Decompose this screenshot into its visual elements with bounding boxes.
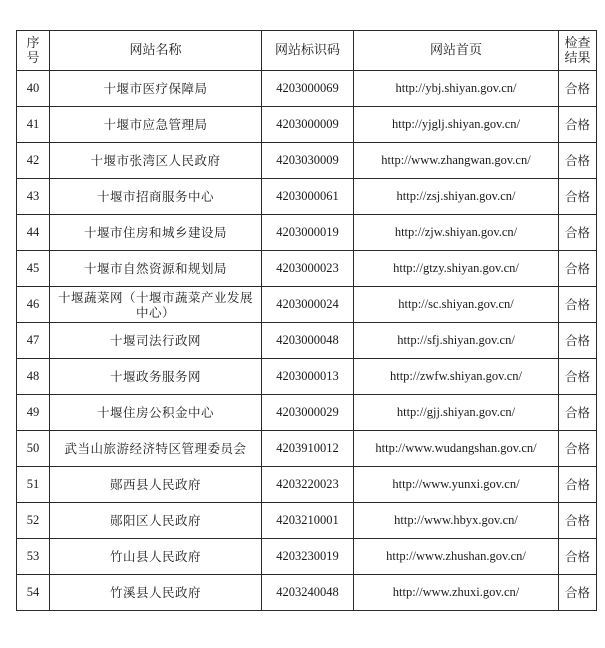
table-row bbox=[17, 251, 597, 287]
row-number: 50 bbox=[17, 431, 50, 467]
table-row bbox=[17, 575, 597, 611]
website-code: 4203030009 bbox=[262, 143, 354, 179]
table-row bbox=[17, 323, 597, 359]
table-row bbox=[17, 395, 597, 431]
website-code: 4203220023 bbox=[262, 467, 354, 503]
website-code: 4203000048 bbox=[262, 323, 354, 359]
header-code: 网站标识码 bbox=[262, 31, 354, 71]
website-url: http://sc.shiyan.gov.cn/ bbox=[354, 287, 559, 323]
header-seq bbox=[17, 31, 50, 71]
website-code: 4203240048 bbox=[262, 575, 354, 611]
website-url: http://sfj.shiyan.gov.cn/ bbox=[354, 323, 559, 359]
header-name: 网站名称 bbox=[50, 31, 262, 71]
website-url: http://www.hbyx.gov.cn/ bbox=[354, 503, 559, 539]
inspection-result: 合格 bbox=[559, 359, 597, 395]
inspection-result: 合格 bbox=[559, 179, 597, 215]
website-url: http://www.zhushan.gov.cn/ bbox=[354, 539, 559, 575]
inspection-result: 合格 bbox=[559, 143, 597, 179]
table-row bbox=[17, 71, 597, 107]
inspection-result: 合格 bbox=[559, 215, 597, 251]
row-number: 54 bbox=[17, 575, 50, 611]
row-number: 44 bbox=[17, 215, 50, 251]
inspection-result: 合格 bbox=[559, 467, 597, 503]
table-row bbox=[17, 359, 597, 395]
header-url: 网站首页 bbox=[354, 31, 559, 71]
table-row bbox=[17, 431, 597, 467]
website-code: 4203000024 bbox=[262, 287, 354, 323]
row-number: 40 bbox=[17, 71, 50, 107]
row-number: 41 bbox=[17, 107, 50, 143]
website-url: http://gtzy.shiyan.gov.cn/ bbox=[354, 251, 559, 287]
website-name: 十堰住房公积金中心 bbox=[50, 395, 262, 431]
inspection-result: 合格 bbox=[559, 503, 597, 539]
website-name: 十堰市招商服务中心 bbox=[50, 179, 262, 215]
website-url: http://zsj.shiyan.gov.cn/ bbox=[354, 179, 559, 215]
website-code: 4203000013 bbox=[262, 359, 354, 395]
inspection-result: 合格 bbox=[559, 251, 597, 287]
website-code: 4203230019 bbox=[262, 539, 354, 575]
website-url: http://gjj.shiyan.gov.cn/ bbox=[354, 395, 559, 431]
row-number: 47 bbox=[17, 323, 50, 359]
website-inspection-table bbox=[16, 30, 597, 611]
website-code: 4203000069 bbox=[262, 71, 354, 107]
header-result-top: 检查 bbox=[564, 35, 591, 51]
website-name: 竹山县人民政府 bbox=[50, 539, 262, 575]
website-name: 竹溪县人民政府 bbox=[50, 575, 262, 611]
header-seq-bottom: 号 bbox=[26, 50, 40, 66]
table-row bbox=[17, 179, 597, 215]
row-number: 45 bbox=[17, 251, 50, 287]
header-result-bottom: 结果 bbox=[564, 50, 591, 66]
table-row bbox=[17, 215, 597, 251]
website-code: 4203910012 bbox=[262, 431, 354, 467]
inspection-result: 合格 bbox=[559, 539, 597, 575]
website-name: 郧西县人民政府 bbox=[50, 467, 262, 503]
header-seq-top: 序 bbox=[26, 35, 40, 51]
website-name: 十堰市住房和城乡建设局 bbox=[50, 215, 262, 251]
website-url: http://zwfw.shiyan.gov.cn/ bbox=[354, 359, 559, 395]
website-name: 十堰政务服务网 bbox=[50, 359, 262, 395]
website-code: 4203000019 bbox=[262, 215, 354, 251]
table-row bbox=[17, 503, 597, 539]
row-number: 53 bbox=[17, 539, 50, 575]
website-name: 十堰市自然资源和规划局 bbox=[50, 251, 262, 287]
website-name: 十堰市医疗保障局 bbox=[50, 71, 262, 107]
row-number: 42 bbox=[17, 143, 50, 179]
row-number: 51 bbox=[17, 467, 50, 503]
inspection-result: 合格 bbox=[559, 71, 597, 107]
inspection-result: 合格 bbox=[559, 323, 597, 359]
website-code: 4203000061 bbox=[262, 179, 354, 215]
row-number: 52 bbox=[17, 503, 50, 539]
row-number: 46 bbox=[17, 287, 50, 323]
table-row bbox=[17, 539, 597, 575]
website-code: 4203210001 bbox=[262, 503, 354, 539]
inspection-result: 合格 bbox=[559, 575, 597, 611]
website-code: 4203000009 bbox=[262, 107, 354, 143]
inspection-result: 合格 bbox=[559, 287, 597, 323]
row-number: 48 bbox=[17, 359, 50, 395]
website-url: http://www.wudangshan.gov.cn/ bbox=[354, 431, 559, 467]
website-name: 十堰市张湾区人民政府 bbox=[50, 143, 262, 179]
website-url: http://www.yunxi.gov.cn/ bbox=[354, 467, 559, 503]
header-row bbox=[17, 31, 597, 71]
website-url: http://www.zhangwan.gov.cn/ bbox=[354, 143, 559, 179]
website-name: 十堰蔬菜网（十堰市蔬菜产业发展中心） bbox=[50, 287, 262, 323]
website-url: http://ybj.shiyan.gov.cn/ bbox=[354, 71, 559, 107]
header-result bbox=[559, 31, 597, 71]
table-row bbox=[17, 143, 597, 179]
table-row bbox=[17, 287, 597, 323]
inspection-result: 合格 bbox=[559, 107, 597, 143]
website-code: 4203000029 bbox=[262, 395, 354, 431]
website-code: 4203000023 bbox=[262, 251, 354, 287]
table-row bbox=[17, 467, 597, 503]
website-url: http://www.zhuxi.gov.cn/ bbox=[354, 575, 559, 611]
website-name: 郧阳区人民政府 bbox=[50, 503, 262, 539]
website-url: http://zjw.shiyan.gov.cn/ bbox=[354, 215, 559, 251]
row-number: 49 bbox=[17, 395, 50, 431]
inspection-result: 合格 bbox=[559, 395, 597, 431]
table-row bbox=[17, 107, 597, 143]
inspection-result: 合格 bbox=[559, 431, 597, 467]
row-number: 43 bbox=[17, 179, 50, 215]
website-name: 十堰司法行政网 bbox=[50, 323, 262, 359]
website-name: 武当山旅游经济特区管理委员会 bbox=[50, 431, 262, 467]
website-url: http://yjglj.shiyan.gov.cn/ bbox=[354, 107, 559, 143]
website-name: 十堰市应急管理局 bbox=[50, 107, 262, 143]
